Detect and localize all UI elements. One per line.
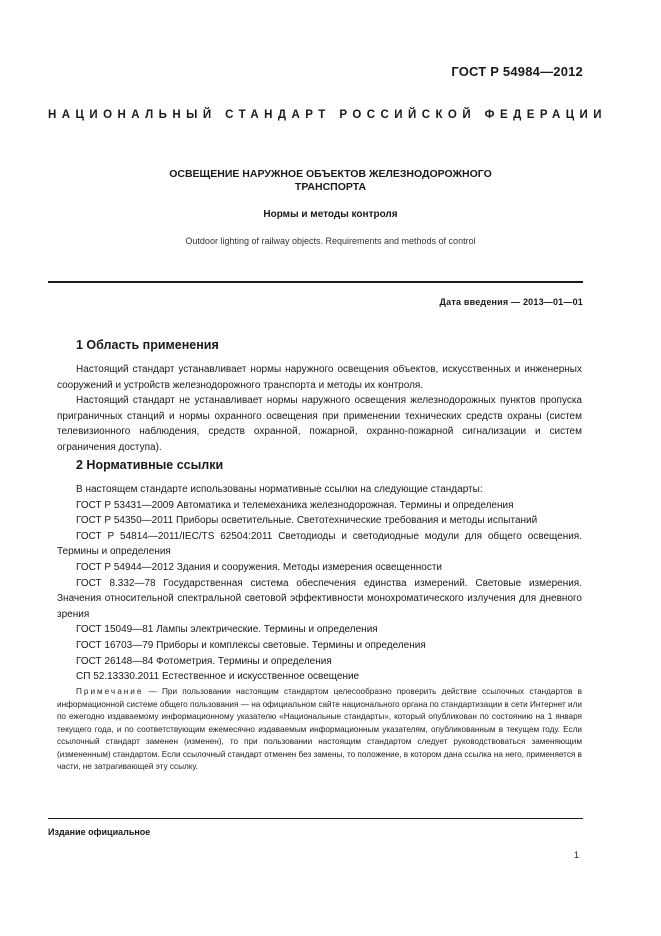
section-2-body: [57, 482, 582, 685]
reference-item: ГОСТ Р 54814—2011/IEC/TS 62504:2011 Светодиоды и светодиодные модули для общего освещения. Термины и определения: [57, 530, 582, 558]
reference-item: ГОСТ Р 54944—2012 Здания и сооружения. Методы измерения освещенности: [76, 561, 443, 573]
note-label: Примечание: [76, 687, 144, 696]
page-number: 1: [573, 850, 579, 860]
document-subtitle: Нормы и методы контроля: [263, 209, 398, 220]
note-text: — При пользовании настоящим стандартом целесообразно проверить действие ссылочных стандартов в информационной системе общего пользования — на официальном сайте национального органа по стандартизации в сети Интернет или по ежегодно издаваемому информационному указателю «Национальные стандарты», который опубликован по состоянию на 1 января текущего года, и по соответствующим ежемесячно издаваемым информационным указателям, опубликованным в текущем году. Если ссылочный стандарт заменен (изменен), то при пользовании настоящим стандартом следует руководствоваться заменяющим (измененным) стандартом. Если ссылочный стандарт отменен без замены, то положение, в котором дана ссылка на него, применяется в части, не затрагивающей эту ссылку.: [57, 687, 582, 771]
reference-item: ГОСТ 8.332—78 Государственная система обеспечения единства измерений. Световые измерения. Значения относительной спектральной световой эффективности монохроматического излучения для дневного зрения: [57, 577, 582, 620]
introduction-date: Дата введения — 2013—01—01: [439, 297, 583, 307]
section-1-body: [57, 362, 582, 456]
title-line-1: ОСВЕЩЕНИЕ НАРУЖНОЕ ОБЪЕКТОВ ЖЕЛЕЗНОДОРОЖНОГО: [169, 168, 492, 180]
reference-item: СП 52.13330.2011 Естественное и искусственное освещение: [76, 671, 360, 683]
english-title: Outdoor lighting of railway objects. Requirements and methods of control: [185, 236, 476, 246]
note-block: [57, 686, 582, 774]
reference-item: ГОСТ 15049—81 Лампы электрические. Термины и определения: [76, 624, 378, 636]
paragraph: Настоящий стандарт устанавливает нормы наружного освещения объектов, искусственных и инженерных сооружений и устройств железнодорожного транспорта и методы их контроля.: [57, 364, 582, 391]
national-standard-banner: НАЦИОНАЛЬНЫЙ СТАНДАРТ РОССИЙСКОЙ ФЕДЕРАЦИИ: [48, 109, 607, 121]
paragraph: Настоящий стандарт не устанавливает нормы наружного освещения железнодорожных пунктов пропуска приграничных станций и нормы охранного освещения при применении технических средств охраны (систем телевизионного наблюдения, средств охранной, пожарной, охранно-пожарной сигнализации и систем ограничения доступа).: [57, 395, 582, 453]
edition-label: Издание официальное: [48, 827, 151, 837]
title-divider: [48, 281, 583, 283]
reference-item: ГОСТ 26148—84 Фотометрия. Термины и определения: [76, 655, 332, 667]
reference-item: ГОСТ Р 54350—2011 Приборы осветительные. Светотехнические требования и методы испытаний: [76, 515, 538, 527]
document-title: [0, 168, 661, 194]
paragraph: В настоящем стандарте использованы нормативные ссылки на следующие стандарты:: [76, 484, 483, 495]
section-1-heading: 1 Область применения: [76, 338, 219, 352]
reference-item: ГОСТ Р 53431—2009 Автоматика и телемеханика железнодорожная. Термины и определения: [76, 499, 514, 511]
footer-divider: [48, 818, 583, 819]
reference-item: ГОСТ 16703—79 Приборы и комплексы световые. Термины и определения: [76, 639, 426, 651]
section-2-heading: 2 Нормативные ссылки: [76, 458, 224, 472]
standard-number: ГОСТ Р 54984—2012: [451, 64, 583, 79]
title-line-2: ТРАНСПОРТА: [294, 181, 367, 193]
